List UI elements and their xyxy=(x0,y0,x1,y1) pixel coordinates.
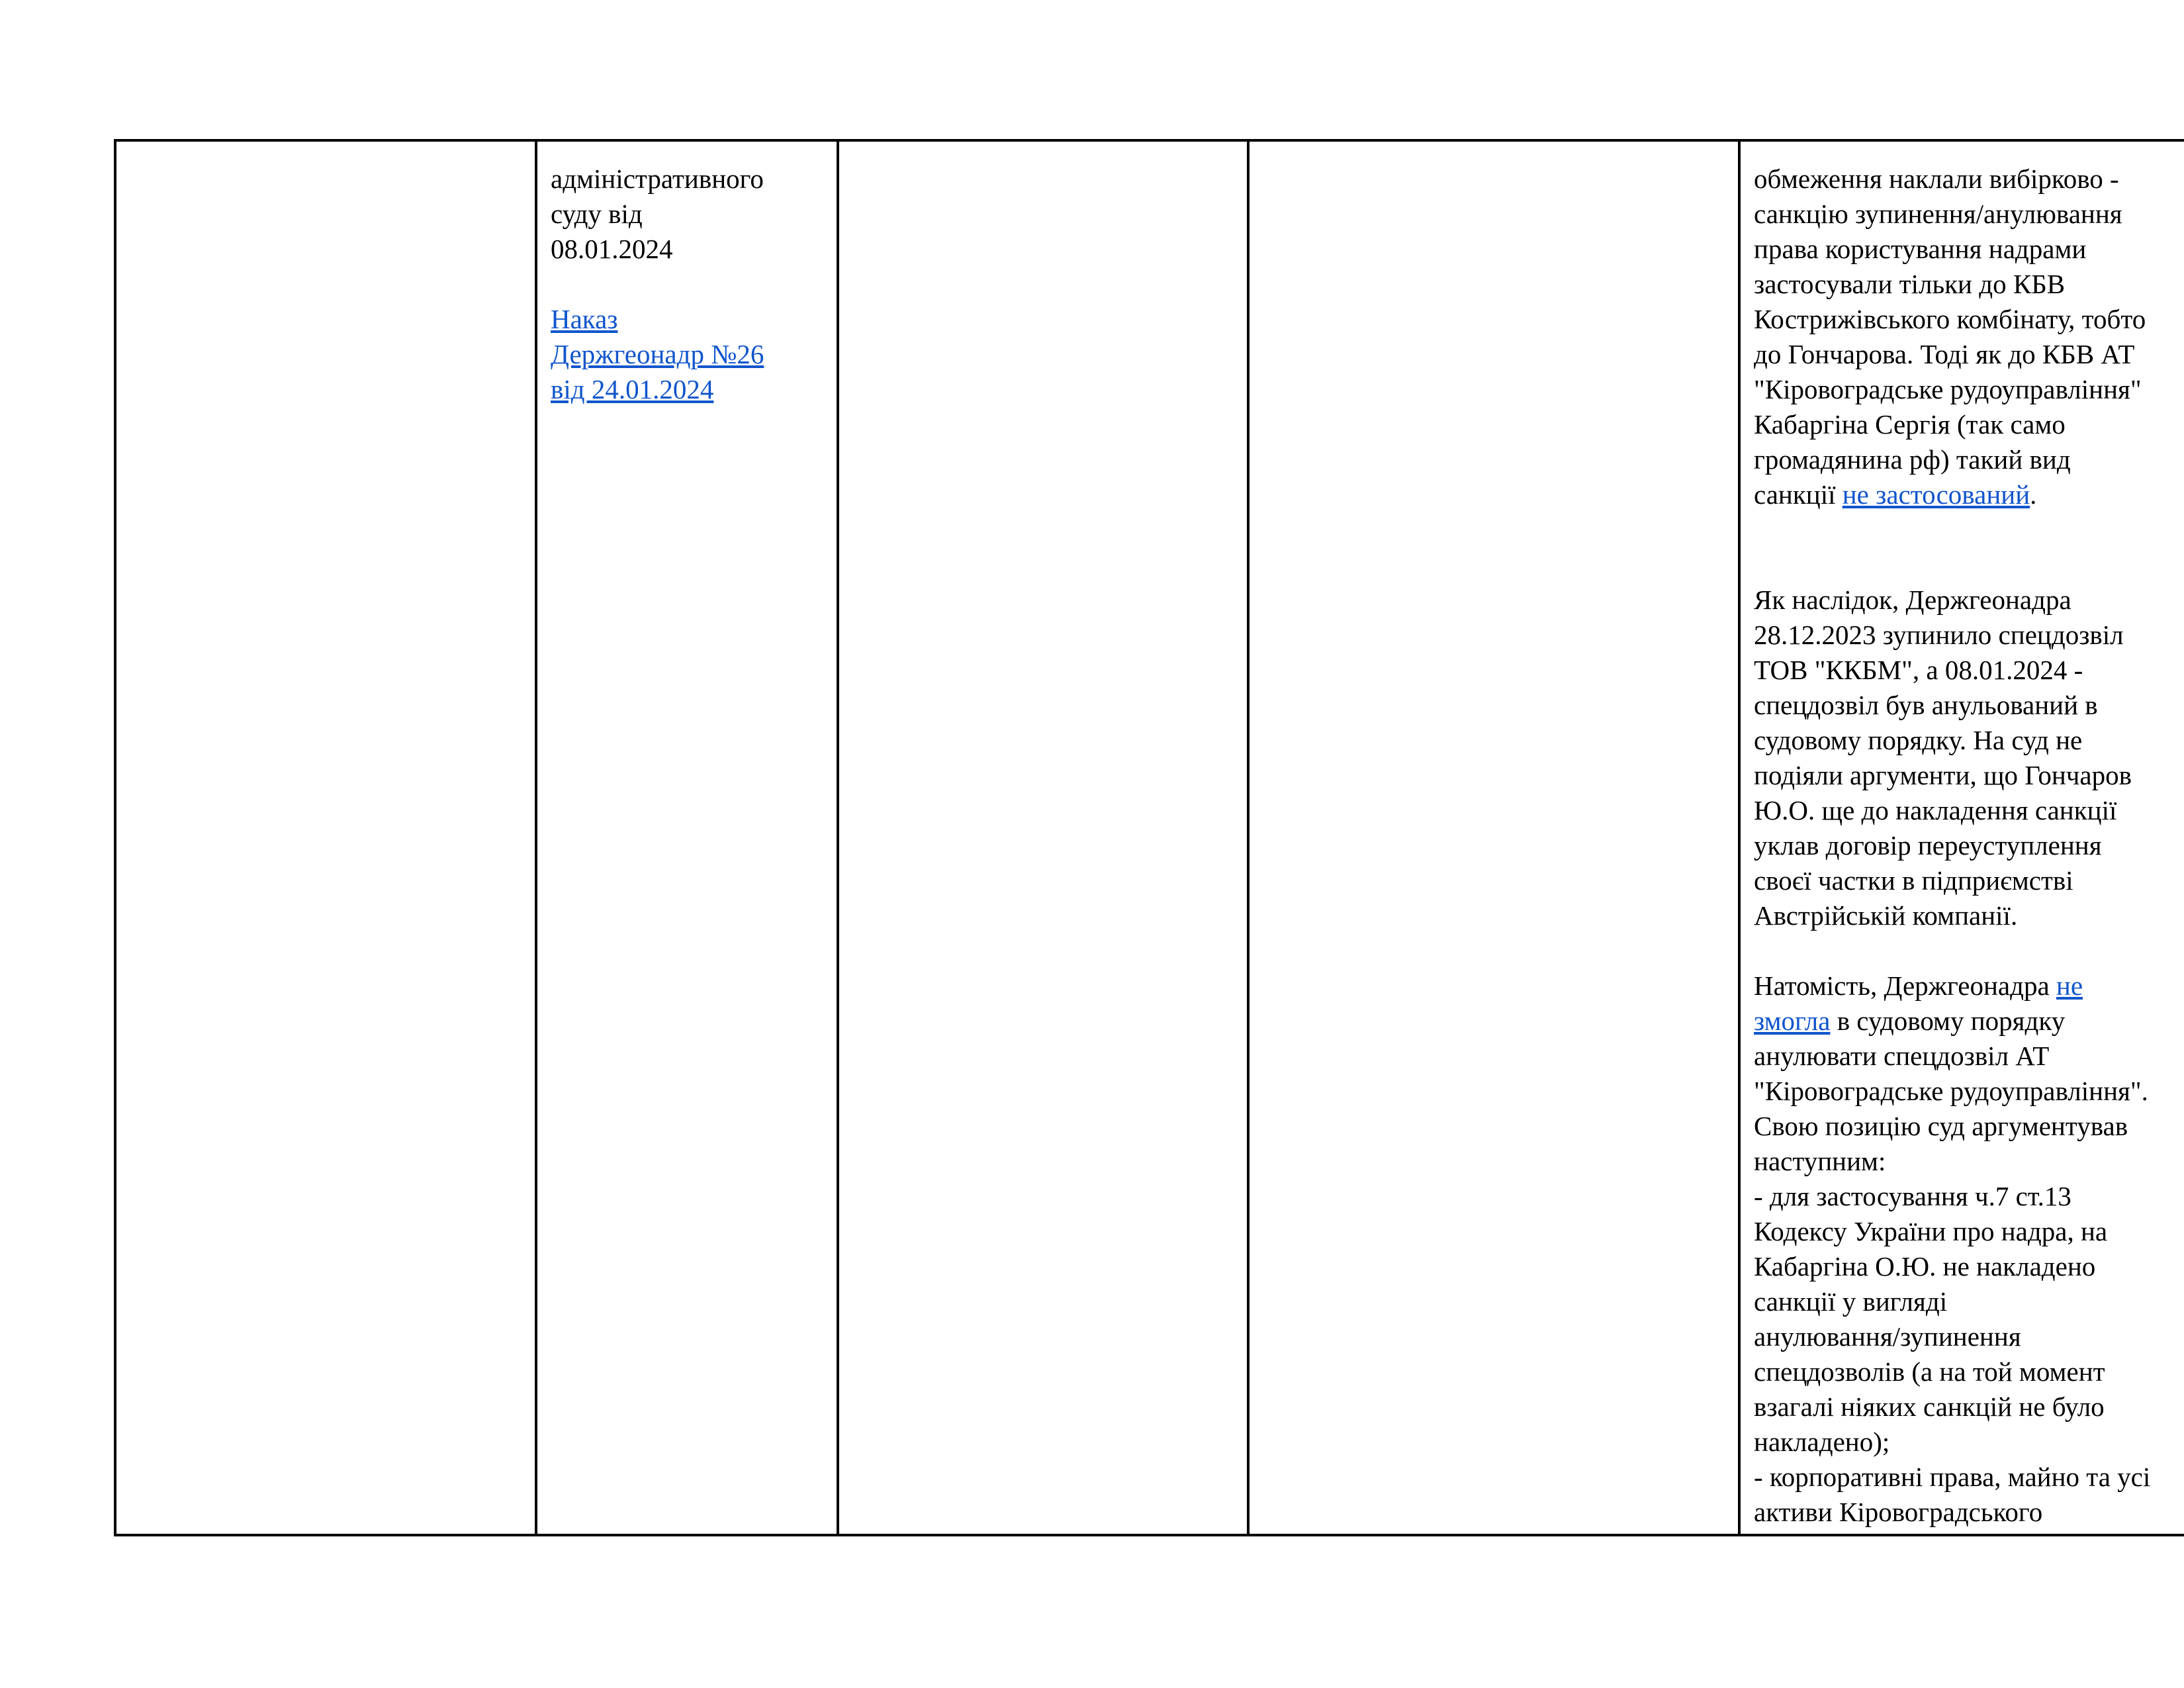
text-line: спецдозвіл був анульований в xyxy=(1754,690,2098,720)
spacer xyxy=(551,267,825,302)
text-line: анулювати спецдозвіл АТ xyxy=(1754,1041,2050,1071)
table-cell-empty-1 xyxy=(115,140,536,1535)
could-not-link[interactable]: змогла xyxy=(1754,1006,1831,1036)
text-line: наступним: xyxy=(1754,1146,1886,1176)
order-link-line[interactable]: від 24.01.2024 xyxy=(551,374,714,404)
text-line: своєї частки в підприємстві xyxy=(1754,865,2073,896)
content-table xyxy=(114,139,2184,1536)
text-line: Кабаргіна Сергія (так само xyxy=(1754,409,2066,440)
table-cell-empty-3 xyxy=(838,140,1248,1535)
text-line: санкцію зупинення/анулювання xyxy=(1754,199,2122,229)
text-line: уклав договір переуступлення xyxy=(1754,830,2102,861)
text-line: обмеження наклали вибірково - xyxy=(1754,164,2119,194)
text-line: до Гончарова. Тоді як до КБВ АТ xyxy=(1754,339,2135,369)
table-row xyxy=(115,140,2184,1535)
text-line: - для застосування ч.7 ст.13 xyxy=(1754,1181,2071,1211)
text-line: спецдозволів (а на той момент xyxy=(1754,1356,2105,1387)
text-line: анулювання/зупинення xyxy=(1754,1321,2021,1352)
text-line: судовому порядку. На суд не xyxy=(1754,725,2083,755)
court-ref-text xyxy=(551,162,825,267)
text-line: права користування надрами xyxy=(1754,234,2087,264)
text-line xyxy=(1754,1004,2184,1039)
order-link-block xyxy=(551,302,825,407)
text-span: Натомість, Держгеонадра xyxy=(1754,970,2056,1001)
text-line: "Кіровоградське рудоуправління". xyxy=(1754,1076,2148,1106)
text-line: - корпоративні права, майно та усі xyxy=(1754,1462,2151,1492)
text-line: Кострижівського комбінату, тобто xyxy=(1754,304,2146,334)
not-applied-link[interactable]: не застосований xyxy=(1842,479,2030,510)
text-line: активи Кіровоградського xyxy=(1754,1497,2043,1527)
text-line: Австрійській компанії. xyxy=(1754,900,2018,931)
text-line xyxy=(1754,477,2184,512)
text-line: санкції у вигляді xyxy=(1754,1286,1948,1317)
text-line: громадянина рф) такий вид xyxy=(1754,444,2071,475)
table-cell-court-ref xyxy=(536,140,838,1535)
text-line: Як наслідок, Держгеонадра xyxy=(1754,585,2071,615)
text-line: Свою позицію суд аргументував xyxy=(1754,1111,2128,1141)
table-cell-empty-4 xyxy=(1248,140,1739,1535)
table-cell-commentary xyxy=(1739,140,2184,1535)
text-line: Кодексу України про надра, на xyxy=(1754,1216,2108,1246)
spacer xyxy=(1754,512,2184,583)
could-not-link[interactable]: не xyxy=(2056,970,2083,1001)
text-line: адміністративного xyxy=(551,164,764,194)
order-link-line[interactable]: Наказ xyxy=(551,304,618,334)
text-line: накладено); xyxy=(1754,1427,1890,1457)
commentary-paragraph-3 xyxy=(1754,968,2184,1530)
text-line: "Кіровоградське рудоуправління" xyxy=(1754,374,2142,404)
text-line: 08.01.2024 xyxy=(551,234,673,264)
text-line: подіяли аргументи, що Гончаров xyxy=(1754,760,2132,790)
text-line: суду від xyxy=(551,199,643,229)
commentary-paragraph-1 xyxy=(1754,162,2184,512)
text-line: Ю.О. ще до накладення санкції xyxy=(1754,795,2117,825)
text-span: . xyxy=(2030,479,2037,510)
text-line: Кабаргіна О.Ю. не накладено xyxy=(1754,1251,2096,1282)
order-link-line[interactable]: Держгеонадр №26 xyxy=(551,339,764,369)
text-line: ТОВ "ККБМ", а 08.01.2024 - xyxy=(1754,655,2083,685)
text-line: застосували тільки до КБВ xyxy=(1754,269,2066,299)
text-span: в судовому порядку xyxy=(1830,1006,2066,1036)
commentary-paragraph-2 xyxy=(1754,583,2184,933)
text-span: санкції xyxy=(1754,479,1843,510)
text-line: 28.12.2023 зупинило спецдозвіл xyxy=(1754,620,2124,650)
spacer xyxy=(1754,933,2184,968)
text-line: взагалі ніяких санкцій не було xyxy=(1754,1391,2105,1422)
text-line xyxy=(1754,968,2184,1004)
